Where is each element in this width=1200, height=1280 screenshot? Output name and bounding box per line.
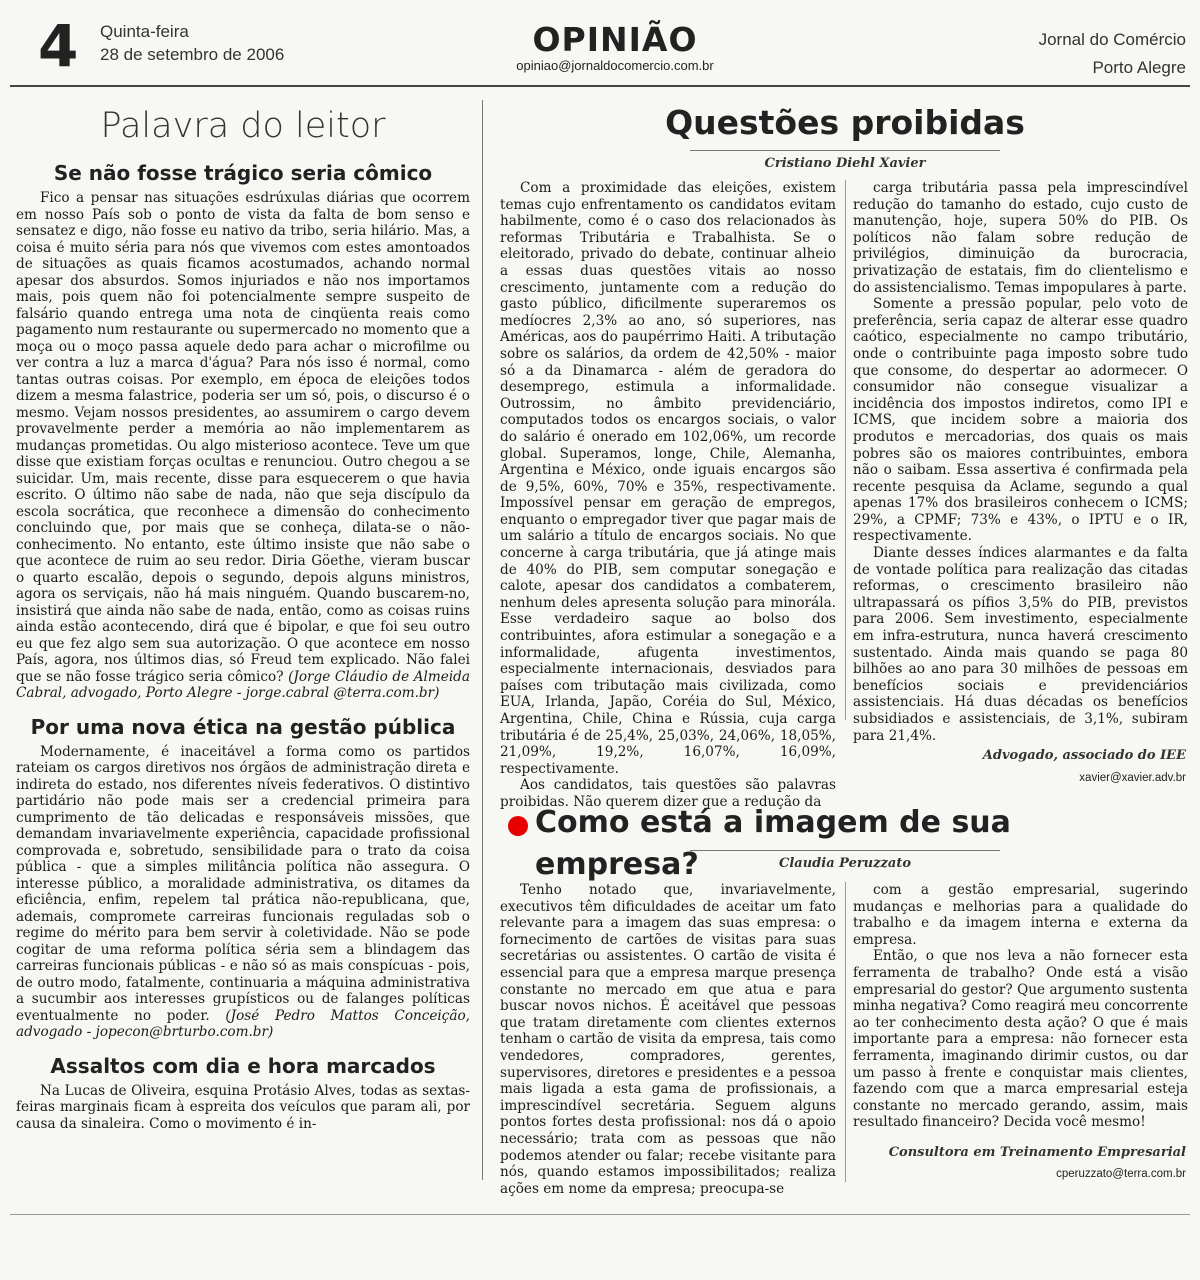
section-title: OPINIÃO <box>532 20 698 59</box>
date-block <box>100 20 284 66</box>
author-email: xavier@xavier.adv.br <box>1079 772 1186 784</box>
weekday: Quinta-feira <box>100 22 189 41</box>
publication-date: 28 de setembro de 2006 <box>100 45 285 64</box>
letter-1 <box>16 160 470 702</box>
byline-rule <box>690 850 1000 851</box>
paper-city: Porto Alegre <box>1092 58 1186 77</box>
page-number: 4 <box>38 12 79 80</box>
paper-block <box>1039 26 1186 82</box>
author-credit: Advogado, associado do IEE <box>982 748 1186 763</box>
paragraph: Diante desses índices alarmantes e da falta de vontade política para realização das citadas reformas, o crescimento brasileiro não ultrapassará os pífios 3,5% do PIB, previstos para 2006. Sem investimento, especialmente em infra-estrutura, nunca haverá crescimento sustentado. Ainda mais quando se paga 80 bilhões ao ano para 30 milhões de pessoas em benefícios sociais e previdenciários assistenciais. Há duas décadas os benefícios subsidiados e assistenciais, de 3,1%, subiram para 21,4%. <box>853 545 1188 744</box>
letter-body <box>16 190 470 702</box>
column-divider <box>482 100 483 1180</box>
letter-title: Se não fosse trágico seria cômico <box>53 161 433 185</box>
paragraph: Tenho notado que, invariavelmente, executivos têm dificuldades de aceitar um fato relevante para a imagem das suas empresa: o fornecimento de cartões de visitas para suas secretárias ou assistentes. O cartão de visita é essencial para que a empresa marque presença constante no mercado em que atua e para buscar novos nichos. É aceitável que pessoas que tratam diretamente com clientes externos tenham o cartão de visita da empresa, tais como vendedores, compradores, gerentes, supervisores, diretores e presidentes e a pessoa mais ligada a esta gama de profissionais, a imprescindível secretária. Seguem alguns pontos fortes desta profissional: nos dá o apoio necessário; trata com as pessoas que não podemos atender ou falar; recebe visitante para nós, quando estamos impossibilitados; realiza ações em nome da empresa; preocupa-se <box>500 882 836 1197</box>
article-author: Claudia Peruzzato <box>779 856 911 871</box>
letter-3 <box>16 1053 470 1133</box>
paragraph: carga tributária passa pela imprescindível redução do tamanho do estado, cujo custo de manutenção, hoje, supera 50% do PIB. Os políticos não falam sobre redução de privilégios, diminuição da burocracia, privatização de estatais, fim do clientelismo e do assistencialismo. Temas impopulares à parte. <box>853 180 1188 296</box>
letter-text: Na Lucas de Oliveira, esquina Protásio Alves, todas as sextas-feiras marginais ficam à espreita dos veículos que param ali, por causa da sinaleira. Como o movimento é in- <box>16 1082 470 1132</box>
readers-letters-column <box>16 100 470 1186</box>
letter-body <box>16 744 470 1041</box>
header-rule <box>10 85 1190 87</box>
byline-rule <box>690 150 1000 151</box>
paragraph: Somente a pressão popular, pelo voto de preferência, seria capaz de alterar esse quadro caótico, especialmente no campo tributário, onde o contribuinte paga imposto sobre tudo que consome, do despertar ao adormecer. O consumidor não consegue visualizar a incidência dos impostos indiretos, como IPI e ICMS, que incidem sobre a maioria dos produtos e mercadorias, dos quais os mais pobres são os maiores contribuintes, embora não o saibam. Essa assertiva é confirmada pela recente pesquisa da Aclame, segundo a qual apenas 17% dos brasileiros conhecem o ICMS; 29%, a CPMF; 73% e 43%, o IPTU e o IR, respectivamente. <box>853 296 1188 545</box>
letter-text: Modernamente, é inaceitável a forma como os partidos rateiam os cargos diretivos nos órgãos de administração direta e indireta do estado, nos diferentes níveis federativos. O distintivo partidário não pode mais ser a credencial primeira para cumprimento de tão delicadas e responsáveis missões, que demandam invariavelmente experiência, capacidade profissional comprovada e, sobretudo, sensibilidade para o trato da coisa pública - que a simples militância política não assegura. O interesse público, a moralidade administrativa, os ditames da eficiência, enfim, repelem tal prática não-republicana, que, ademais, compromete carreiras funcionais reguladas sob o regime do mérito para bem servir à coletividade. Não se pode cogitar de uma reforma política séria sem a blindagem das carreiras funcionais públicas - e não só as mais conspícuas - pois, de outro modo, fatalmente, continuaria a máquina administrativa a sucumbir aos interesses grupísticos ou de falanges políticas eventualmente no poder. <box>16 743 470 1024</box>
paragraph: Com a proximidade das eleições, existem temas cujo enfrentamento os candidatos evitam habilmente, como é o caso dos relacionados às reformas Tributária e Trabalhista. Se o eleitorado, privado do debate, continuar alheio a essas duas questões vitais ao nosso crescimento, juntamente com a redução do gasto público, dificilmente superaremos os medíocres 2,3% ao ano, só superiores, nas Américas, aos do paupérrimo Haiti. A tributação sobre os salários, da ordem de 42,50% - maior só a da Dinamarca - além de geradora do desemprego, estimula a informalidade. Outrossim, no âmbito previdenciário, computados todos os encargos sociais, o valor do salário é onerado em 102,06%, um recorde global. Superamos, longe, Chile, Alemanha, Argentina e México, onde iguais encargos são de 9,5%, 60%, 70% e 35%, respectivamente. Impossível pensar em geração de empregos, enquanto o empregador tiver que pagar mais de um salário a título de encargos sociais. No que concerne à carga tributária, que já atinge mais de 40% do PIB, sem computar sonegação e calote, apesar dos candidatos a combaterem, nenhum deles apresenta solução para minorála. Esse verdadeiro saque ao bolso dos contribuintes, afora estimular a sonegação e a informalidade, afugenta investimentos, especialmente internacionais, desviados para países com tributação mais civilizada, como EUA, Irlanda, Japão, Coréia do Sul, México, Argentina, Chile, China e Rússia, cuja carga tributária é de 25,4%, 25,03%, 24,06%, 18,05%, 21,09%, 19,2%, 16,07%, 16,09%, respectivamente. <box>500 180 836 777</box>
section-email: opiniao@jornaldocomercio.com.br <box>516 58 714 73</box>
article-column-2 <box>853 882 1188 1142</box>
article-column-2 <box>853 180 1188 744</box>
author-email: cperuzzato@terra.com.br <box>1056 1168 1186 1180</box>
paragraph: Aos candidatos, tais questões são palavras proibidas. Não querem dizer que a redução da <box>500 777 836 810</box>
letter-title: Assaltos com dia e hora marcados <box>50 1053 436 1078</box>
article-column-1 <box>500 882 836 1197</box>
author-credit: Consultora em Treinamento Empresarial <box>888 1145 1186 1160</box>
article-author: Cristiano Diehl Xavier <box>764 156 926 171</box>
paragraph: Então, o que nos leva a não fornecer esta ferramenta de trabalho? Onde está a visão empresarial do gestor? Que argumento sustenta minha negativa? Como reagirá meu concorrente ao ter conhecimento desta ação? O que é mais importante para a empresa: não fornecer esta ferramenta, imaginando dirimir custos, ou dar um passo à frente e conquistar mais clientes, fazendo com que a marca empresarial esteja constante no mercado gerando, assim, mais resultado financeiro? Decida você mesmo! <box>853 948 1188 1131</box>
column-heading: Palavra do leitor <box>100 106 386 146</box>
inner-divider <box>845 882 846 1182</box>
letter-title: Por uma nova ética na gestão pública <box>30 714 456 739</box>
bottom-rule <box>10 1214 1190 1215</box>
paper-name: Jornal do Comércio <box>1038 30 1186 49</box>
letter-signature: (José Pedro Mattos Conceição, advogado - jopecon@brturbo.com.br) <box>16 1007 470 1040</box>
article-column-1 <box>500 180 836 810</box>
article-title: Questões proibidas <box>665 103 1025 142</box>
letter-2 <box>16 714 470 1041</box>
letter-text: Fico a pensar nas situações esdrúxulas diárias que ocorrem em nosso País sob o ponto de vista da falta de bom senso e sensatez e digo, não fosse eu nativo da tribo, seria hilário. Mas, a coisa é muito séria para nós que vivemos com estes amontoados de situações as quais ficamos acostumados, achando normal apesar dos absurdos. Somos injuriados e não nos importamos mais, pois quem não foi potencialmente sempre suspeito de falsário quando entrega uma nota de cinqüenta reais como pagamento num restaurante ou supermercado no momento que a moça ou o moço passa aquele dedo para achar o microfilme ou ver contra a luz a marca d'água? Para nós isso é normal, como tantas outras coisas. Por exemplo, em época de eleições todos dizem a mesma falastrice, poderia ser um só, pois, o discurso é o mesmo. Vejam nossos presidentes, ao assumirem o cargo devem provavelmente perder a memória ao não implementarem as mudanças prometidas. Ou algo misterioso acontece. Teve um que disse que existiam forças ocultas e renunciou. Outro chegou a se suicidar. Um, mais recente, disse para esquecerem o que havia escrito. O último não sabe de nada, não que seja discípulo da escola socrática, que reconhece a dimensão do conhecimento concluindo que, por mais que se conheça, dilata-se o não-conhecimento. No entanto, este último insiste que não sabe o que acontece de ruim ao seu redor. Diria Göethe, vieram buscar o quarto escalão, depois o segundo, depois alguns ministros, agora os serviçais, não há mais ninguém. Quando buscarem-no, insistirá que ainda não sabe de nada, então, como as coisas ruins ainda estão acontecendo, dirá que é bipolar, e que foi seu outro eu que fez algo sem sua autorização. O que acontece em nosso País, agora, nos últimos dias, só Freud tem explicado. Não falei que se não fosse trágico seria cômico? <box>16 190 470 685</box>
letter-body <box>16 1083 470 1133</box>
article-title: Como está a imagem de sua empresa? <box>535 805 1011 882</box>
red-marker-dot <box>508 816 528 836</box>
inner-divider <box>845 180 846 720</box>
letter-signature: (Jorge Cláudio de Almeida Cabral, advogado, Porto Alegre - jorge.cabral @terra.com.br) <box>16 668 470 701</box>
paragraph: com a gestão empresarial, sugerindo mudanças e melhorias para a qualidade do trabalho e da imagem interna e externa da empresa. <box>853 882 1188 948</box>
